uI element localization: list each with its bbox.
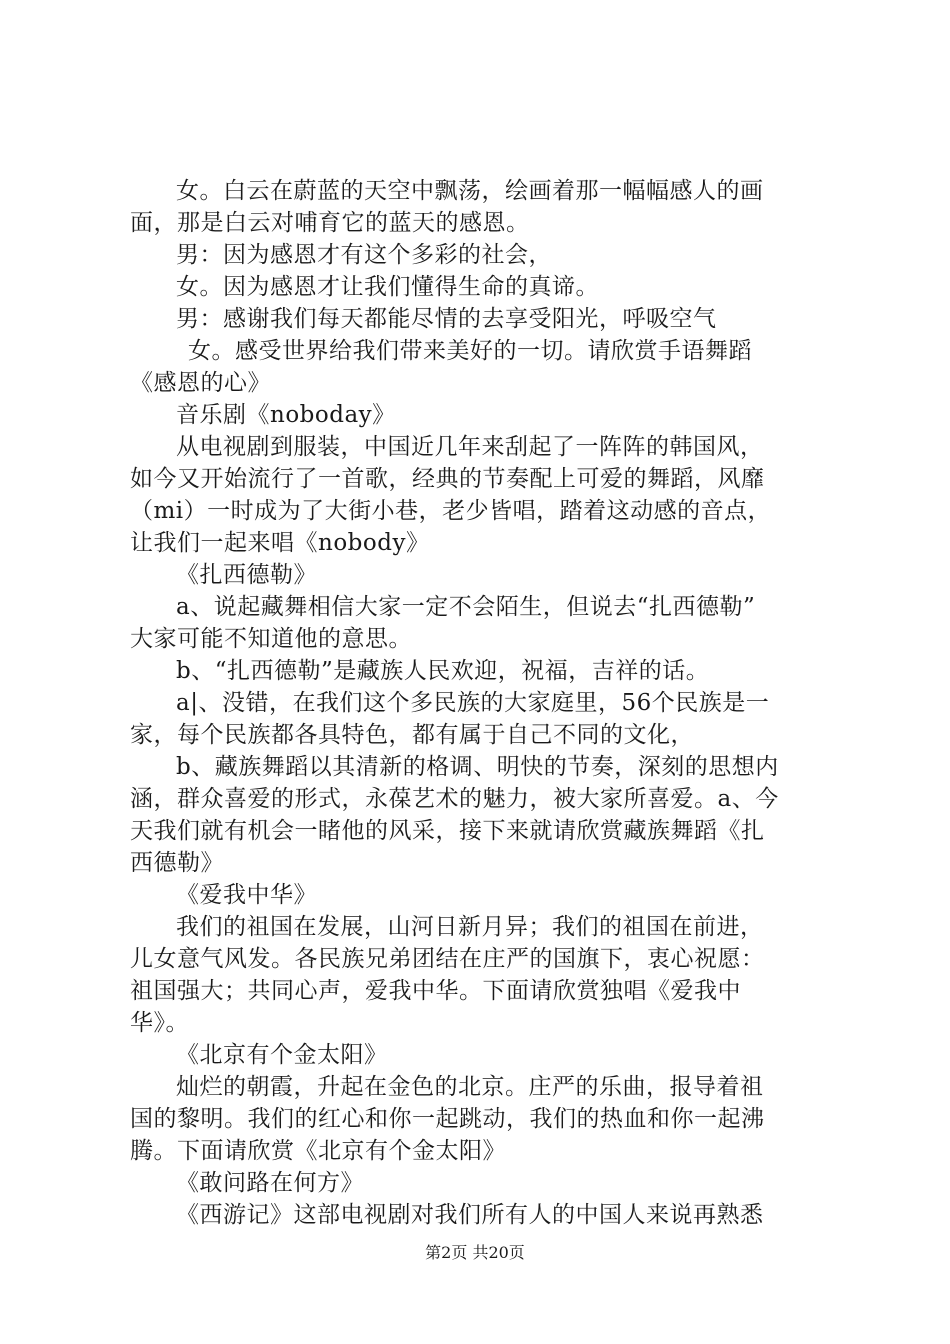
text-line: 《爱我中华》 <box>176 882 317 908</box>
text-line: b、藏族舞蹈以其清新的格调、明快的节奏，深刻的思想内 <box>176 754 779 780</box>
text-line: 男：感谢我们每天都能尽情的去享受阳光，呼吸空气 <box>176 306 717 332</box>
document-body <box>130 175 830 1231</box>
text-line: 《西游记》这部电视剧对我们所有人的中国人来说再熟悉 <box>176 1202 764 1228</box>
text-line: 面，那是白云对哺育它的蓝天的感恩。 <box>130 210 530 236</box>
text-line: 家，每个民族都各具特色，都有属于自己不同的文化， <box>130 722 694 748</box>
text-line: a、说起藏舞相信大家一定不会陌生，但说去“扎西德勒” <box>176 594 756 620</box>
text-line: 音乐剧《noboday》 <box>176 402 396 428</box>
text-line: a|、没错，在我们这个多民族的大家庭里，56个民族是一 <box>176 690 770 716</box>
text-line: 西德勒》 <box>130 850 224 876</box>
text-line: 《敢问路在何方》 <box>176 1170 364 1196</box>
text-line: （mi）一时成为了大街小巷，老少皆唱，踏着这动感的音点， <box>130 498 772 524</box>
text-line: 男：因为感恩才有这个多彩的社会， <box>176 242 552 268</box>
text-line: 天我们就有机会一睹他的风采，接下来就请欣赏藏族舞蹈《扎 <box>130 818 765 844</box>
text-line: 我们的祖国在发展，山河日新月异；我们的祖国在前进， <box>176 914 764 940</box>
text-line: 祖国强大；共同心声，爱我中华。下面请欣赏独唱《爱我中 <box>130 978 741 1004</box>
page-footer: 第2页 共20页 <box>425 1243 525 1262</box>
text-line: 灿烂的朝霞，升起在金色的北京。庄严的乐曲，报导着祖 <box>176 1074 764 1100</box>
text-line: 女。白云在蔚蓝的天空中飘荡，绘画着那一幅幅感人的画 <box>176 178 764 204</box>
text-line: 《感恩的心》 <box>130 370 271 396</box>
text-line: 从电视剧到服装，中国近几年来刮起了一阵阵的韩国风， <box>176 434 764 460</box>
text-line: 女。感受世界给我们带来美好的一切。请欣赏手语舞蹈 <box>188 338 752 364</box>
text-line: b、“扎西德勒”是藏族人民欢迎，祝福，吉祥的话。 <box>176 658 710 684</box>
text-line: 大家可能不知道他的意思。 <box>130 626 412 652</box>
text-line: 腾。下面请欣赏《北京有个金太阳》 <box>130 1138 506 1164</box>
text-line: 国的黎明。我们的红心和你一起跳动，我们的热血和你一起沸 <box>130 1106 765 1132</box>
text-line: 女。因为感恩才让我们懂得生命的真谛。 <box>176 274 599 300</box>
text-line: 《扎西德勒》 <box>176 562 317 588</box>
text-line: 儿女意气风发。各民族兄弟团结在庄严的国旗下，衷心祝愿： <box>130 946 765 972</box>
text-line: 华》。 <box>130 1010 189 1036</box>
text-line: 《北京有个金太阳》 <box>176 1042 388 1068</box>
text-line: 涵，群众喜爱的形式，永葆艺术的魅力，被大家所喜爱。a、今 <box>130 786 779 812</box>
text-line: 如今又开始流行了一首歌，经典的节奏配上可爱的舞蹈，风靡 <box>130 466 765 492</box>
text-line: 让我们一起来唱《nobody》 <box>130 530 430 556</box>
